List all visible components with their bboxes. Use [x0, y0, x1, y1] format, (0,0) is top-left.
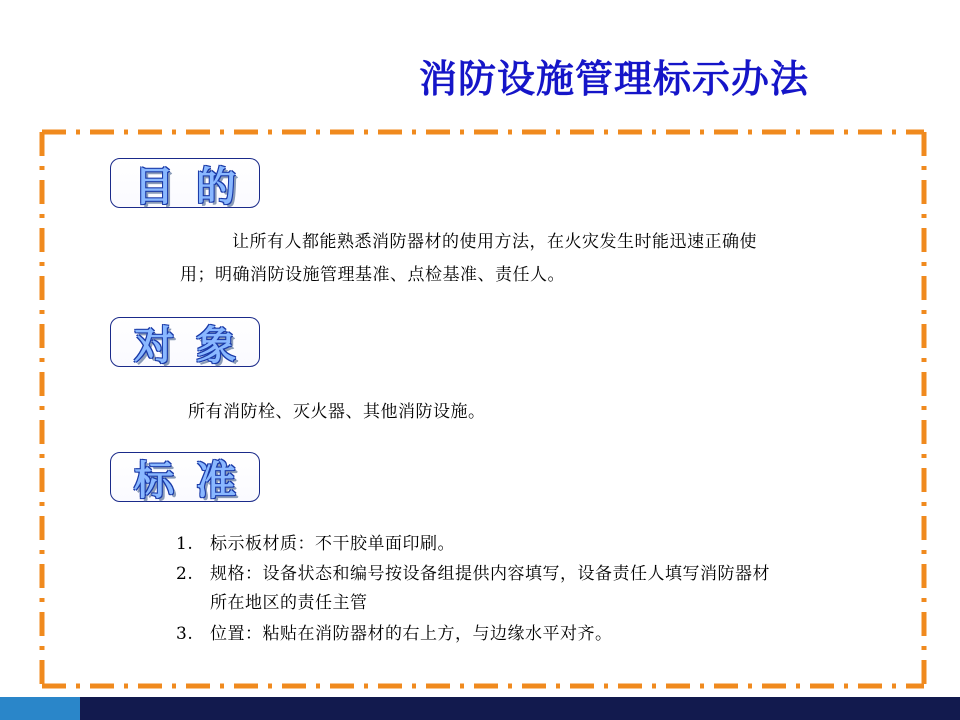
list-number: 1.: [176, 534, 194, 554]
list-number: 2.: [176, 564, 194, 584]
footer-accent: [0, 697, 80, 720]
list-number: 3.: [176, 624, 194, 644]
list-item: [176, 620, 613, 648]
section-label-standard: 标准: [110, 452, 260, 502]
list-text: 规格：设备状态和编号按设备组提供内容填写，设备责任人填写消防器材: [210, 564, 770, 584]
purpose-text-line1: 让所有人都能熟悉消防器材的使用方法，在火灾发生时能迅速正确使: [232, 232, 757, 252]
purpose-text-line2: 用；明确消防设施管理基准、点检基准、责任人。: [180, 265, 565, 285]
slide-title: 消防设施管理标示办法: [418, 57, 809, 101]
section-label-scope: 对象: [110, 317, 260, 367]
list-text-continuation: 所在地区的责任主管: [210, 593, 368, 613]
list-item: [176, 530, 455, 558]
section-label-purpose: 目的: [110, 158, 260, 208]
list-item: [176, 560, 770, 588]
list-text: 标示板材质：不干胶单面印刷。: [210, 534, 455, 554]
footer-bar: [0, 697, 960, 720]
scope-text: 所有消防栓、灭火器、其他消防设施。: [188, 402, 486, 422]
list-text: 位置：粘贴在消防器材的右上方，与边缘水平对齐。: [210, 624, 613, 644]
